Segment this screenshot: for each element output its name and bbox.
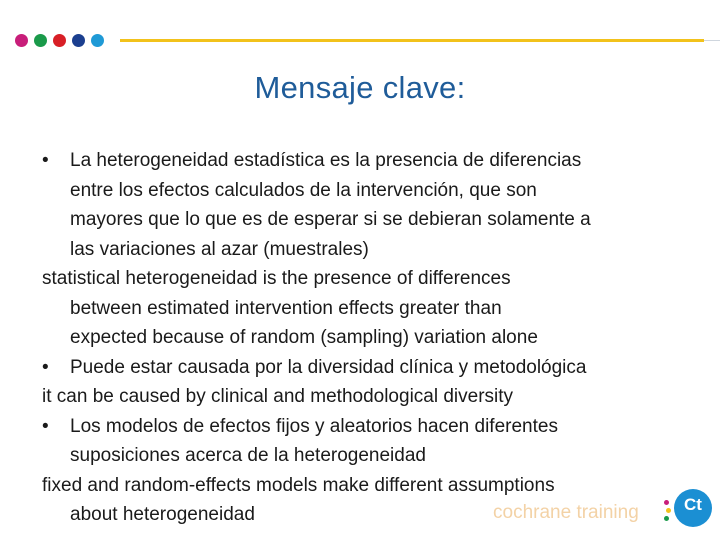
bullet-line <box>42 353 702 383</box>
header-rule-end <box>704 40 720 41</box>
translation-line: fixed and random-effects models make different assumptions <box>42 474 555 496</box>
continuation-line: between estimated intervention effects greater than <box>70 297 502 319</box>
line-text: La heterogeneidad estadística es la presencia de diferencias <box>70 150 582 171</box>
cochrane-training-watermark: cochrane training <box>493 502 639 523</box>
translation-line: statistical heterogeneidad is the presence of differences <box>42 268 511 289</box>
header-dot <box>53 34 66 47</box>
header-dot <box>15 34 28 47</box>
continuation-line: mayores que lo que es de esperar si se debieran solamente a <box>70 209 591 230</box>
translation-line: it can be caused by clinical and methodological diversity <box>42 386 514 407</box>
header-dot <box>72 34 85 47</box>
bullet-icon: • <box>42 415 49 437</box>
header-dot <box>34 34 47 47</box>
bullet-line <box>42 146 702 176</box>
bullet-line <box>42 412 702 442</box>
logo-text: Ct <box>684 495 702 514</box>
continuation-line: expected because of random (sampling) variation alone <box>70 327 538 348</box>
slide-body <box>42 146 702 530</box>
continuation-line: las variaciones al azar (muestrales) <box>70 238 369 260</box>
logo-dot <box>664 516 669 521</box>
line-text: Puede estar causada por la diversidad clínica y metodológica <box>70 356 587 378</box>
bullet-icon: • <box>42 356 49 378</box>
header-rule <box>120 39 704 42</box>
continuation-line: about heterogeneidad <box>70 504 255 525</box>
slide-title: Mensaje clave: <box>254 70 466 105</box>
cochrane-logo-icon <box>674 489 712 527</box>
line-text: Los modelos de efectos fijos y aleatorios hacen diferentes <box>70 415 558 437</box>
logo-dot <box>666 508 671 513</box>
header-dot <box>91 34 104 47</box>
continuation-line: suposiciones acerca de la heterogeneidad <box>70 445 426 466</box>
continuation-line: entre los efectos calculados de la intervención, que son <box>70 179 537 201</box>
bullet-icon: • <box>42 150 49 171</box>
logo-dot <box>664 500 669 505</box>
